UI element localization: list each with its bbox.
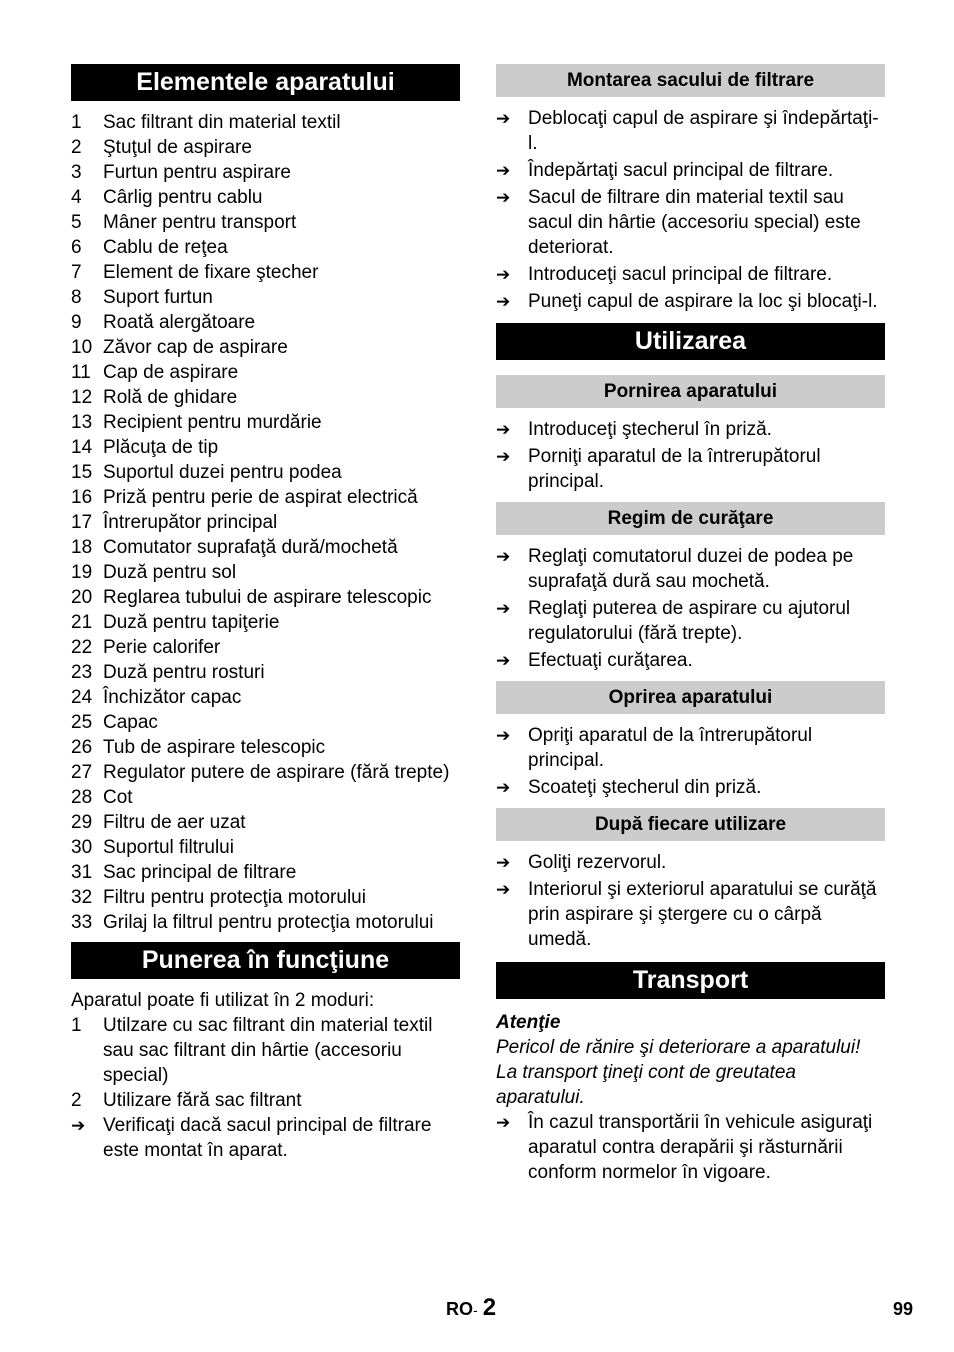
right-arrow-icon: ➔	[496, 292, 511, 311]
step-item	[496, 444, 885, 494]
list-item	[71, 335, 460, 360]
item-number: 27	[71, 762, 93, 783]
use-heading: Utilizarea	[496, 323, 885, 360]
list-item	[71, 685, 460, 710]
item-number: 9	[71, 312, 82, 333]
components-heading: Elementele aparatului	[71, 64, 460, 101]
step-text: Reglaţi comutatorul duzei de podea pe suprafaţă dură sau mochetă.	[528, 546, 854, 592]
step-text: Goliţi rezervorul.	[528, 852, 667, 873]
item-text: Filtru de aer uzat	[103, 812, 246, 833]
step-item	[496, 775, 885, 800]
right-arrow-icon: ➔	[496, 161, 511, 180]
item-text: Recipient pentru murdărie	[103, 412, 322, 433]
item-text: Capac	[103, 712, 158, 733]
transport-heading: Transport	[496, 962, 885, 999]
after-heading: După fiecare utilizare	[496, 808, 885, 841]
list-item	[71, 310, 460, 335]
caution-text: Pericol de rănire şi deteriorare a aparatului! La transport ţineţi cont de greutatea aparatului.	[496, 1037, 861, 1108]
step-text: Introduceţi sacul principal de filtrare.	[528, 264, 833, 285]
item-number: 14	[71, 437, 93, 458]
item-number: 19	[71, 562, 93, 583]
startup-modes-list	[71, 1013, 460, 1113]
step-text: Interiorul şi exteriorul aparatului se curăţă prin aspirare şi ştergere cu o cârpă umedă.	[528, 879, 877, 950]
right-column	[496, 64, 885, 1185]
item-text: Cot	[103, 787, 133, 808]
list-item	[71, 185, 460, 210]
item-number: 11	[71, 362, 91, 383]
list-item	[71, 835, 460, 860]
left-column	[71, 64, 460, 1163]
startup-steps-list	[71, 1113, 460, 1163]
item-number: 3	[71, 162, 82, 183]
footer-lang: RO	[446, 1299, 473, 1319]
step-text: Reglaţi puterea de aspirare cu ajutorul regulatorului (fără trepte).	[528, 598, 851, 644]
right-arrow-icon: ➔	[496, 188, 511, 207]
list-item	[71, 435, 460, 460]
list-item	[71, 260, 460, 285]
right-arrow-icon: ➔	[496, 726, 511, 745]
item-number: 29	[71, 812, 93, 833]
right-arrow-icon: ➔	[496, 1113, 511, 1132]
list-item	[71, 1013, 460, 1088]
list-item	[71, 110, 460, 135]
list-item	[71, 610, 460, 635]
item-number: 30	[71, 837, 93, 858]
list-item	[71, 560, 460, 585]
item-text: Mâner pentru transport	[103, 212, 297, 233]
right-arrow-icon: ➔	[496, 853, 511, 872]
item-text: Închizător capac	[103, 687, 242, 708]
item-number: 2	[71, 137, 82, 158]
list-item	[71, 385, 460, 410]
item-text: Grilaj la filtrul pentru protecţia motorului	[103, 912, 434, 933]
item-number: 10	[71, 337, 93, 358]
stop-heading: Oprirea aparatului	[496, 681, 885, 714]
step-item	[496, 185, 885, 260]
start-steps-list	[496, 417, 885, 494]
item-number: 26	[71, 737, 93, 758]
clean-steps-list	[496, 544, 885, 673]
item-number: 25	[71, 712, 93, 733]
item-text: Cablu de reţea	[103, 237, 228, 258]
components-list	[71, 110, 460, 935]
item-text: Ştuţul de aspirare	[103, 137, 252, 158]
item-text: Reglarea tubului de aspirare telescopic	[103, 587, 432, 608]
step-item	[71, 1113, 460, 1163]
list-item	[71, 285, 460, 310]
step-item	[496, 877, 885, 952]
footer-section-code	[446, 1294, 496, 1324]
item-text: Cap de aspirare	[103, 362, 239, 383]
page-number: 99	[892, 1299, 913, 1319]
startup-heading: Punerea în funcţiune	[71, 942, 460, 979]
item-text: Întrerupător principal	[103, 512, 278, 533]
item-text: Utilizare fără sac filtrant	[103, 1090, 302, 1111]
right-arrow-icon: ➔	[496, 599, 511, 618]
start-heading: Pornirea aparatului	[496, 375, 885, 408]
item-text: Utilzare cu sac filtrant din material textil sau sac filtrant din hârtie (accesoriu special)	[103, 1015, 433, 1086]
item-number: 20	[71, 587, 93, 608]
item-number: 32	[71, 887, 93, 908]
item-text: Comutator suprafaţă dură/mochetă	[103, 537, 398, 558]
right-arrow-icon: ➔	[496, 547, 511, 566]
item-text: Plăcuţa de tip	[103, 437, 219, 458]
list-item	[71, 360, 460, 385]
list-item	[71, 810, 460, 835]
item-number: 24	[71, 687, 93, 708]
right-arrow-icon: ➔	[496, 447, 511, 466]
item-number: 31	[71, 862, 93, 883]
bag-steps-list	[496, 106, 885, 314]
item-text: Furtun pentru aspirare	[103, 162, 291, 183]
item-text: Roată alergătoare	[103, 312, 256, 333]
item-text: Cârlig pentru cablu	[103, 187, 263, 208]
list-item	[71, 585, 460, 610]
step-text: Introduceţi ştecherul în priză.	[528, 419, 772, 440]
list-item	[71, 1088, 460, 1113]
item-number: 23	[71, 662, 93, 683]
list-item	[71, 885, 460, 910]
item-number: 21	[71, 612, 93, 633]
step-item	[496, 723, 885, 773]
step-item	[496, 262, 885, 287]
item-text: Filtru pentru protecţia motorului	[103, 887, 366, 908]
footer-section-page: 2	[482, 1294, 497, 1321]
step-item	[496, 1110, 885, 1185]
item-number: 17	[71, 512, 93, 533]
step-text: Puneţi capul de aspirare la loc şi blocaţi-l.	[528, 291, 878, 312]
list-item	[71, 160, 460, 185]
item-text: Suport furtun	[103, 287, 213, 308]
list-item	[71, 785, 460, 810]
item-number: 15	[71, 462, 93, 483]
step-text: Sacul de filtrare din material textil sau sacul din hârtie (accesoriu special) este deteriorat.	[528, 187, 861, 258]
item-text: Zăvor cap de aspirare	[103, 337, 288, 358]
item-number: 2	[71, 1090, 82, 1111]
item-text: Tub de aspirare telescopic	[103, 737, 326, 758]
list-item	[71, 135, 460, 160]
clean-heading: Regim de curăţare	[496, 502, 885, 535]
footer-separator: -	[473, 1302, 478, 1318]
list-item	[71, 210, 460, 235]
item-number: 4	[71, 187, 82, 208]
list-item	[71, 510, 460, 535]
list-item	[71, 760, 460, 785]
step-item	[496, 544, 885, 594]
step-text: În cazul transportării în vehicule asiguraţi aparatul contra derapării şi răsturnării conform normelor în vigoare.	[528, 1112, 873, 1183]
step-item	[496, 417, 885, 442]
right-arrow-icon: ➔	[496, 880, 511, 899]
item-text: Priză pentru perie de aspirat electrică	[103, 487, 418, 508]
list-item	[71, 660, 460, 685]
item-number: 8	[71, 287, 82, 308]
list-item	[71, 410, 460, 435]
item-number: 33	[71, 912, 93, 933]
list-item	[71, 735, 460, 760]
item-number: 5	[71, 212, 82, 233]
step-text: Îndepărtaţi sacul principal de filtrare.	[528, 160, 834, 181]
item-number: 22	[71, 637, 93, 658]
list-item	[71, 485, 460, 510]
item-text: Rolă de ghidare	[103, 387, 238, 408]
step-text: Efectuaţi curăţarea.	[528, 650, 693, 671]
item-text: Duză pentru tapiţerie	[103, 612, 280, 633]
step-item	[496, 850, 885, 875]
item-text: Duză pentru sol	[103, 562, 237, 583]
item-text: Sac filtrant din material textil	[103, 112, 341, 133]
step-item	[496, 289, 885, 314]
list-item	[71, 860, 460, 885]
list-item	[71, 710, 460, 735]
transport-steps-list	[496, 1110, 885, 1185]
item-number: 12	[71, 387, 93, 408]
right-arrow-icon: ➔	[496, 420, 511, 439]
item-number: 7	[71, 262, 82, 283]
item-text: Element de fixare ştecher	[103, 262, 319, 283]
item-text: Regulator putere de aspirare (fără trepte)	[103, 762, 450, 783]
item-text: Duză pentru rosturi	[103, 662, 265, 683]
list-item	[71, 910, 460, 935]
right-arrow-icon: ➔	[496, 778, 511, 797]
right-arrow-icon: ➔	[496, 265, 511, 284]
item-text: Sac principal de filtrare	[103, 862, 297, 883]
startup-intro: Aparatul poate fi utilizat în 2 moduri:	[71, 990, 375, 1011]
item-text: Suportul filtrului	[103, 837, 234, 858]
item-number: 13	[71, 412, 93, 433]
right-arrow-icon: ➔	[496, 651, 511, 670]
item-text: Suportul duzei pentru podea	[103, 462, 342, 483]
step-item	[496, 648, 885, 673]
list-item	[71, 635, 460, 660]
step-item	[496, 106, 885, 156]
right-arrow-icon: ➔	[496, 109, 511, 128]
list-item	[71, 460, 460, 485]
item-number: 1	[71, 1015, 82, 1036]
item-text: Perie calorifer	[103, 637, 221, 658]
item-number: 28	[71, 787, 93, 808]
step-text: Deblocaţi capul de aspirare şi îndepărtaţi-l.	[528, 108, 879, 154]
list-item	[71, 235, 460, 260]
stop-steps-list	[496, 723, 885, 800]
list-item	[71, 535, 460, 560]
item-number: 6	[71, 237, 82, 258]
caution-label: Atenţie	[496, 1012, 561, 1033]
step-text: Verificaţi dacă sacul principal de filtrare este montat în aparat.	[103, 1115, 432, 1161]
step-text: Opriţi aparatul de la întrerupătorul principal.	[528, 725, 813, 771]
item-number: 18	[71, 537, 93, 558]
step-item	[496, 596, 885, 646]
step-item	[496, 158, 885, 183]
item-number: 16	[71, 487, 93, 508]
step-text: Scoateţi ştecherul din priză.	[528, 777, 762, 798]
step-text: Porniţi aparatul de la întrerupătorul principal.	[528, 446, 821, 492]
after-steps-list	[496, 850, 885, 952]
item-number: 1	[71, 112, 82, 133]
right-arrow-icon: ➔	[71, 1116, 86, 1135]
bag-heading: Montarea sacului de filtrare	[496, 64, 885, 97]
